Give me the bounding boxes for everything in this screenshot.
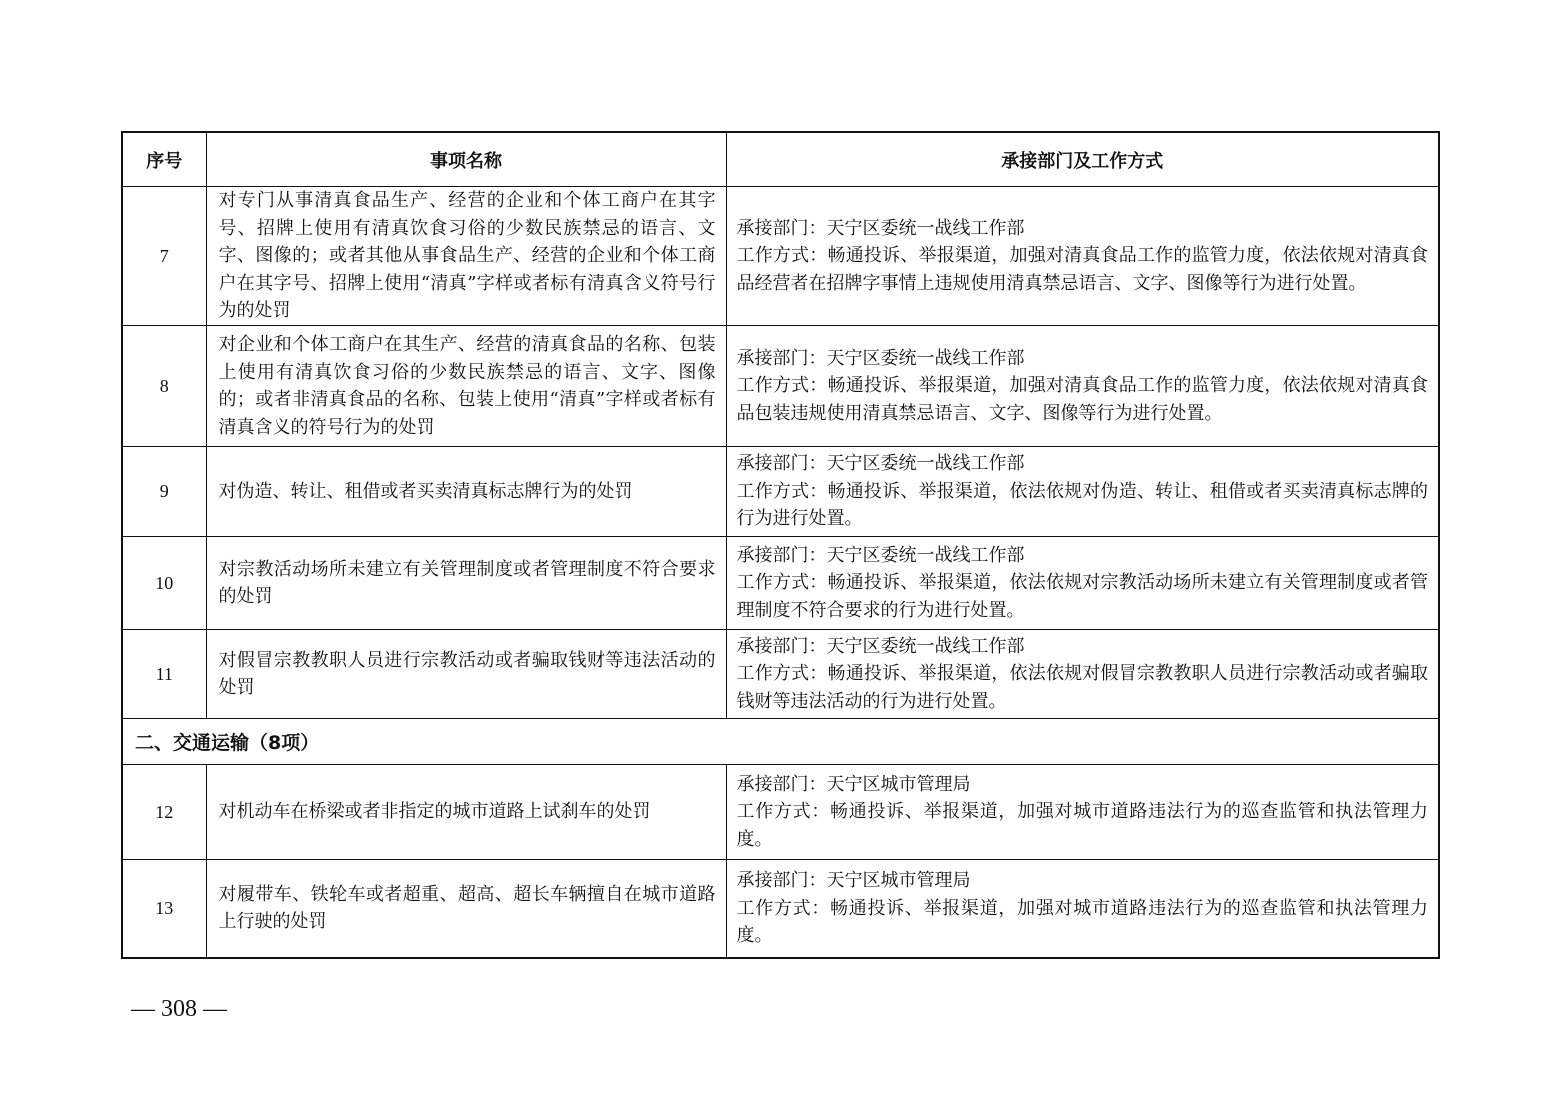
row-number: 13 [122, 860, 206, 958]
header-serial-number: 序号 [122, 132, 206, 187]
table-header-row [122, 132, 1439, 187]
row-number: 11 [122, 630, 206, 719]
header-department-and-method: 承接部门及工作方式 [726, 132, 1439, 187]
row-number: 8 [122, 326, 206, 447]
row-department: 承接部门：天宁区委统一战线工作部 [736, 453, 1025, 475]
row-department: 承接部门：天宁区委统一战线工作部 [736, 347, 1025, 369]
row-department-cell [726, 187, 1439, 326]
row-work-method: 工作方式：畅通投诉、举报渠道，加强对清真食品工作的监管力度，依法依规对清真食品经营者在招牌字事情上违规使用清真禁忌语言、文字、图像等行为进行处置。 [736, 245, 1428, 294]
page-number: — 308 — [131, 996, 227, 1022]
row-number: 7 [122, 187, 206, 326]
row-department-cell [726, 765, 1439, 860]
row-number: 9 [122, 447, 206, 537]
table-row [122, 537, 1439, 630]
row-number: 10 [122, 537, 206, 630]
row-work-method: 工作方式：畅通投诉、举报渠道，加强对城市道路违法行为的巡查监管和执法管理力度。 [736, 801, 1428, 850]
row-work-method: 工作方式：畅通投诉、举报渠道，依法依规对伪造、转让、租借或者买卖清真标志牌的行为进行处置。 [736, 480, 1428, 530]
row-item-name: 对履带车、铁轮车或者超重、超高、超长车辆擅自在城市道路上行驶的处罚 [206, 860, 726, 958]
row-item-name: 对假冒宗教教职人员进行宗教活动或者骗取钱财等违法活动的处罚 [206, 630, 726, 719]
row-department: 承接部门：天宁区城市管理局 [736, 870, 971, 891]
row-item-name: 对专门从事清真食品生产、经营的企业和个体工商户在其字号、招牌上使用有清真饮食习俗的少数民族禁忌的语言、文字、图像的；或者其他从事食品生产、经营的企业和个体工商户在其字号、招牌上使用“清真”字样或者标有清真含义符号行为的处罚 [206, 187, 726, 326]
table-row [122, 187, 1439, 326]
row-item-name: 对企业和个体工商户在其生产、经营的清真食品的名称、包装上使用有清真饮食习俗的少数民族禁忌的语言、文字、图像的；或者非清真食品的名称、包装上使用“清真”字样或者标有清真含义的符号行为的处罚 [206, 326, 726, 447]
table-row [122, 326, 1439, 447]
table-row [122, 630, 1439, 719]
section-title: 二、交通运输（8项） [122, 719, 1439, 765]
row-department: 承接部门：天宁区城市管理局 [736, 773, 971, 795]
row-department-cell [726, 860, 1439, 958]
table-row [122, 765, 1439, 860]
table-row [122, 860, 1439, 958]
row-department-cell [726, 326, 1439, 447]
row-work-method: 工作方式：畅通投诉、举报渠道，依法依规对假冒宗教教职人员进行宗教活动或者骗取钱财等违法活动的行为进行处置。 [736, 663, 1428, 712]
document-table [121, 131, 1440, 959]
row-work-method: 工作方式：畅通投诉、举报渠道，加强对城市道路违法行为的巡查监管和执法管理力度。 [736, 897, 1428, 946]
row-item-name: 对宗教活动场所未建立有关管理制度或者管理制度不符合要求的处罚 [206, 537, 726, 630]
row-department-cell [726, 447, 1439, 537]
row-number: 12 [122, 765, 206, 860]
table-row [122, 447, 1439, 537]
row-department-cell [726, 537, 1439, 630]
row-department: 承接部门：天宁区委统一战线工作部 [736, 217, 1025, 239]
row-work-method: 工作方式：畅通投诉、举报渠道，加强对清真食品工作的监管力度，依法依规对清真食品包装违规使用清真禁忌语言、文字、图像等行为进行处置。 [736, 375, 1428, 424]
header-item-name: 事项名称 [206, 132, 726, 187]
row-department: 承接部门：天宁区委统一战线工作部 [736, 635, 1025, 657]
row-item-name: 对机动车在桥梁或者非指定的城市道路上试刹车的处罚 [206, 765, 726, 860]
row-work-method: 工作方式：畅通投诉、举报渠道，依法依规对宗教活动场所未建立有关管理制度或者管理制度不符合要求的行为进行处置。 [736, 572, 1428, 621]
row-department-cell [726, 630, 1439, 719]
row-item-name: 对伪造、转让、租借或者买卖清真标志牌行为的处罚 [206, 447, 726, 537]
section-row [122, 719, 1439, 765]
row-department: 承接部门：天宁区委统一战线工作部 [736, 544, 1025, 566]
